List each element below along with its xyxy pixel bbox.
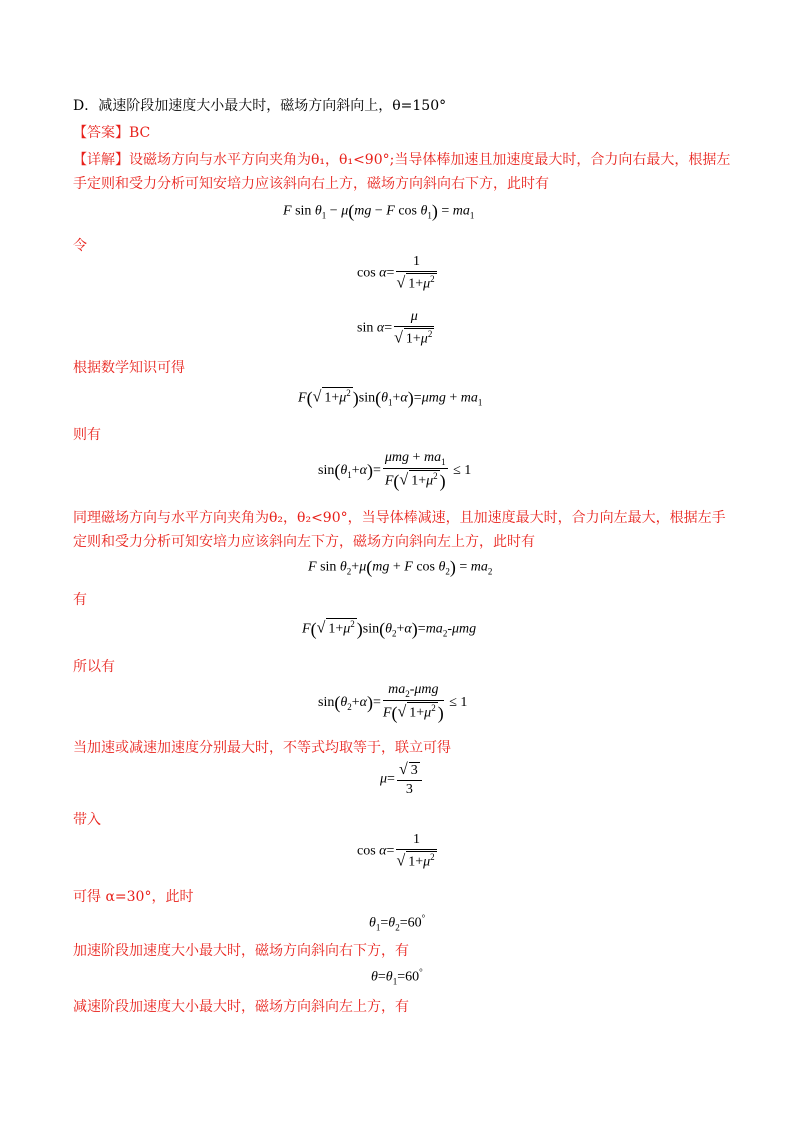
text-ling: 令 bbox=[73, 238, 87, 254]
detail-line-1 bbox=[73, 150, 730, 170]
equation-9: μ= $\frac{√ 3}{3}$ bbox=[380, 761, 424, 798]
text-similar-2: 定则和受力分析可知安培力应该斜向左下方，磁场方向斜向左上方，此时有 bbox=[73, 534, 535, 550]
answer-label: 【答案】BC bbox=[73, 125, 151, 141]
text-so: 所以有 bbox=[73, 659, 115, 675]
text-alpha: 可得 α=30°，此时 bbox=[73, 889, 194, 905]
equation-1: F $\sin \theta_1 - \mu(mg - F$ $\cos \theta_1) = ma_1$ bbox=[283, 201, 475, 221]
text-substitute: 带入 bbox=[73, 812, 101, 828]
text-similar-1: 同理磁场方向与水平方向夹角为θ₂，θ₂<90°，当导体棒减速，且加速度最大时，合力向左最大，根据左手 bbox=[73, 510, 726, 526]
equation-11: $\theta_1=\theta_2=60^\circ$ bbox=[369, 913, 426, 933]
detail-label: 【详解】 bbox=[73, 152, 129, 168]
text-then: 则有 bbox=[73, 427, 101, 443]
text-accelerate: 加速阶段加速度大小最大时，磁场方向斜向右下方，有 bbox=[73, 943, 409, 959]
equation-6: F $\sin \theta_2+\mu(mg + F$ $\cos \theta_2) = ma_2$ bbox=[308, 557, 493, 577]
text-have: 有 bbox=[73, 592, 87, 608]
option-d: D．减速阶段加速度大小最大时，磁场方向斜向上，θ=150° bbox=[73, 98, 447, 114]
equation-10: cos α= $\frac{1}{√ 1+\mu^2}$ bbox=[357, 832, 435, 870]
text-equal: 当加速或减速加速度分别最大时，不等式均取等于，联立可得 bbox=[73, 740, 451, 756]
equation-4: F(√ $1+\mu^2$ )$\sin(\theta_1+\alpha)=\mu mg + ma_1$ bbox=[298, 387, 483, 408]
equation-5: $\sin(\theta_1+\alpha)=$ $\frac{\mu mg + ma_1}{F(√ 1+\mu^2 )}$ ≤ 1 bbox=[318, 450, 472, 491]
equation-2: cos α= $\frac{1}{√ 1+\mu^2}$ bbox=[357, 254, 435, 292]
detail-line-2: 手定则和受力分析可知安培力应该斜向右上方，磁场方向斜向右下方，此时有 bbox=[73, 176, 549, 192]
equation-3: sin α= $\frac{\mu}{√ 1+\mu^2}$ bbox=[357, 309, 433, 347]
text-math-knowledge: 根据数学知识可得 bbox=[73, 360, 185, 376]
equation-12: $\theta=\theta_1=60^\circ$ bbox=[371, 967, 423, 987]
text-decelerate: 减速阶段加速度大小最大时，磁场方向斜向左上方，有 bbox=[73, 999, 409, 1015]
equation-7: F(√ $1+\mu^2$ )$\sin(\theta_2+\alpha)=ma_2$-μmg bbox=[302, 618, 477, 639]
detail-text-1: 设磁场方向与水平方向夹角为θ₁，θ₁<90°;当导体棒加速且加速度最大时，合力向右最大，根据左 bbox=[129, 152, 731, 168]
equation-8: $\sin(\theta_2+\alpha)=$ $\frac{ma_2-\mu mg}{F(√ 1+\mu^2 )}$ ≤ 1 bbox=[318, 682, 468, 723]
